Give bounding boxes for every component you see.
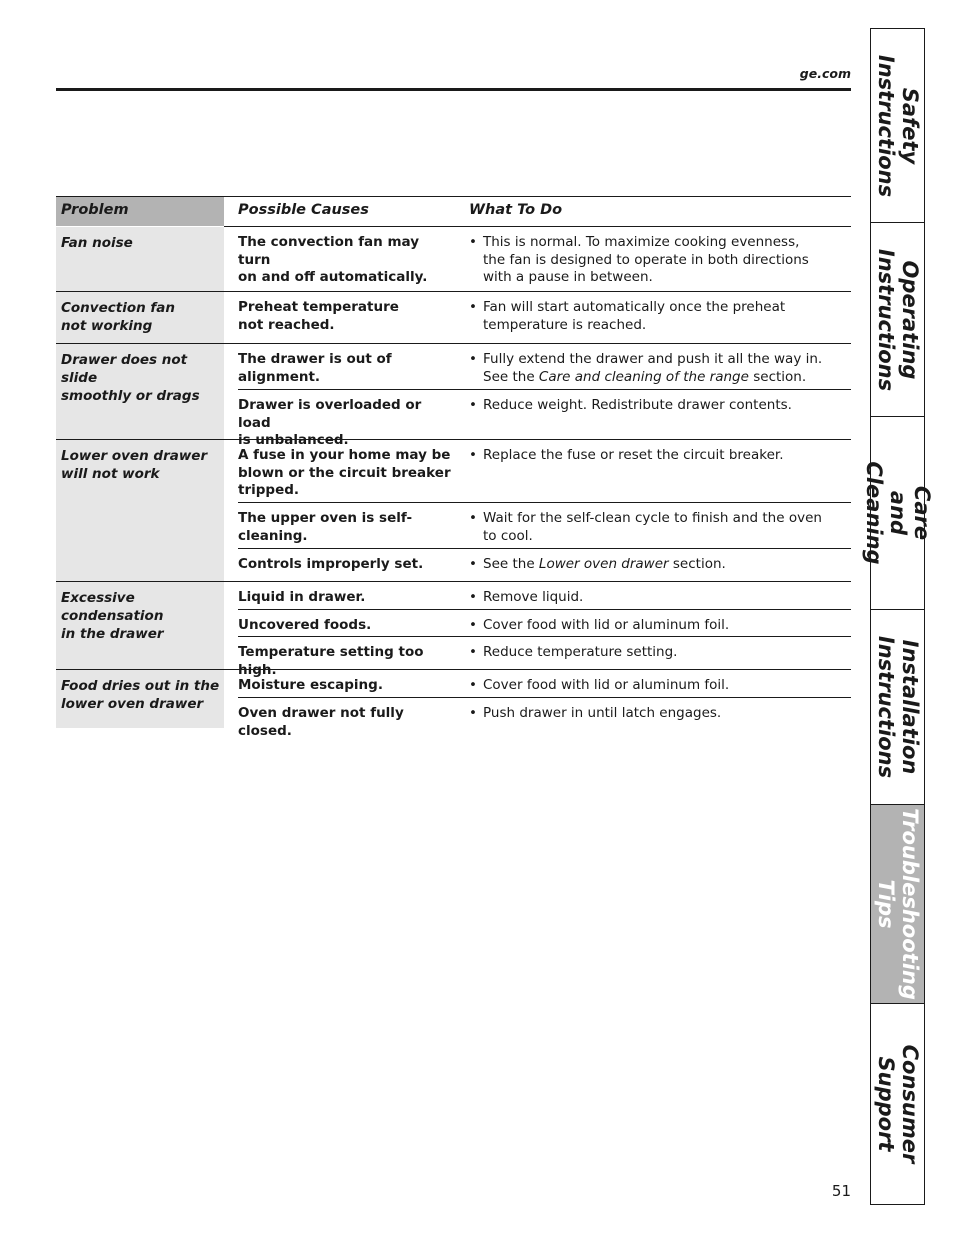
- todo-text: Push drawer in until latch engages.: [483, 705, 722, 721]
- tab-operating-instructions[interactable]: [870, 222, 925, 417]
- problem-text: Lower oven drawer will not work: [61, 448, 208, 482]
- causes-header: Possible Causes: [238, 202, 369, 218]
- section-reference: Lower oven drawer: [538, 556, 669, 572]
- header-rule: [56, 88, 851, 91]
- cause-text: Liquid in drawer.: [238, 589, 366, 605]
- tab-label: Care and Cleaning: [861, 461, 934, 565]
- todo-item: [469, 510, 823, 545]
- bullet-icon: •: [469, 677, 477, 693]
- tab-label: Troubleshooting Tips: [873, 808, 922, 1000]
- header-bottom-rule: [224, 226, 851, 227]
- bullet-icon: •: [469, 447, 477, 463]
- bullet-icon: •: [469, 589, 477, 605]
- row-divider: [238, 609, 851, 610]
- todo-text: Cover food with lid or aluminum foil.: [483, 677, 730, 693]
- problem-text: Drawer does not slide smoothly or drags: [61, 352, 200, 404]
- tab-label: Operating Instructions: [873, 248, 922, 391]
- cause-text: The upper oven is self-cleaning.: [238, 510, 413, 544]
- tab-care-and-cleaning[interactable]: [861, 416, 934, 610]
- row-divider: [238, 636, 851, 637]
- bullet-icon: •: [469, 556, 477, 572]
- tab-safety-instructions[interactable]: [870, 28, 925, 223]
- todo-item: [469, 644, 823, 662]
- todo-text: [483, 556, 726, 572]
- todo-text-part: section.: [668, 556, 726, 572]
- cause-text: The drawer is out of alignment.: [238, 351, 392, 385]
- todo-text: Reduce weight. Redistribute drawer contents.: [483, 397, 792, 413]
- cause-text: Drawer is overloaded or load is unbalanced.: [238, 397, 422, 448]
- todo-item: [469, 589, 823, 607]
- bullet-icon: •: [469, 397, 477, 413]
- todo-text-part: See the: [483, 556, 539, 572]
- todo-item: [469, 617, 823, 635]
- row-divider: [238, 548, 851, 549]
- todo-item: [469, 677, 823, 695]
- cause-text: Preheat temperature not reached.: [238, 299, 399, 333]
- cause-text: The convection fan may turn on and off automatically.: [238, 234, 428, 285]
- bullet-icon: •: [469, 510, 477, 526]
- site-url: ge.com: [799, 66, 851, 81]
- bullet-icon: •: [469, 234, 477, 250]
- todo-text: Fan will start automatically once the preheat temperature is reached.: [483, 299, 786, 333]
- problem-text: Excessive condensation in the drawer: [61, 590, 164, 642]
- todo-text: [483, 351, 822, 385]
- tab-installation-instructions[interactable]: [870, 609, 925, 805]
- cause-text: Oven drawer not fully closed.: [238, 705, 404, 739]
- cause-text: Temperature setting too high.: [238, 644, 424, 678]
- todo-item: [469, 234, 823, 287]
- tab-consumer-support[interactable]: [870, 1003, 925, 1205]
- tab-label: Installation Instructions: [873, 635, 922, 779]
- problem-text: Convection fan not working: [61, 300, 176, 334]
- problem-text: Fan noise: [61, 235, 133, 251]
- todo-item: [469, 299, 823, 334]
- bullet-icon: •: [469, 617, 477, 633]
- todo-text: Reduce temperature setting.: [483, 644, 678, 660]
- todo-item: [469, 705, 823, 723]
- cause-text: Moisture escaping.: [238, 677, 383, 693]
- problem-header: Problem: [61, 202, 129, 218]
- problem-text: Food dries out in the lower oven drawer: [61, 678, 220, 712]
- row-divider: [238, 502, 851, 503]
- todo-text: This is normal. To maximize cooking evenness, the fan is designed to operate in both directions with a pause in between.: [483, 234, 809, 285]
- cause-text: Uncovered foods.: [238, 617, 372, 633]
- todo-text: Replace the fuse or reset the circuit breaker.: [483, 447, 784, 463]
- todo-header: What To Do: [469, 202, 563, 218]
- section-tabs: [861, 28, 934, 1205]
- todo-text-part: Fully extend the drawer and push it all the way in. See the: [483, 351, 823, 385]
- bullet-icon: •: [469, 705, 477, 721]
- todo-text: Remove liquid.: [483, 589, 584, 605]
- todo-text: Cover food with lid or aluminum foil.: [483, 617, 730, 633]
- tab-label: Consumer Support: [873, 1044, 922, 1164]
- bullet-icon: •: [469, 299, 477, 315]
- tab-label: Safety Instructions: [873, 54, 922, 197]
- todo-text-part: section.: [748, 368, 807, 385]
- bullet-icon: •: [469, 351, 477, 367]
- todo-item: [469, 351, 823, 386]
- cause-text: Controls improperly set.: [238, 556, 424, 572]
- tab-troubleshooting-tips[interactable]: [870, 804, 925, 1004]
- section-reference: Care and cleaning of the range: [538, 368, 749, 385]
- todo-item: [469, 397, 823, 415]
- todo-item: [469, 556, 823, 574]
- cause-text: A fuse in your home may be blown or the circuit breaker tripped.: [238, 447, 451, 498]
- page-number: 51: [831, 1182, 851, 1200]
- row-divider: [238, 697, 851, 698]
- todo-text: Wait for the self-clean cycle to finish and the oven to cool.: [483, 510, 822, 544]
- todo-item: [469, 447, 823, 465]
- bullet-icon: •: [469, 644, 477, 660]
- row-divider: [238, 389, 851, 390]
